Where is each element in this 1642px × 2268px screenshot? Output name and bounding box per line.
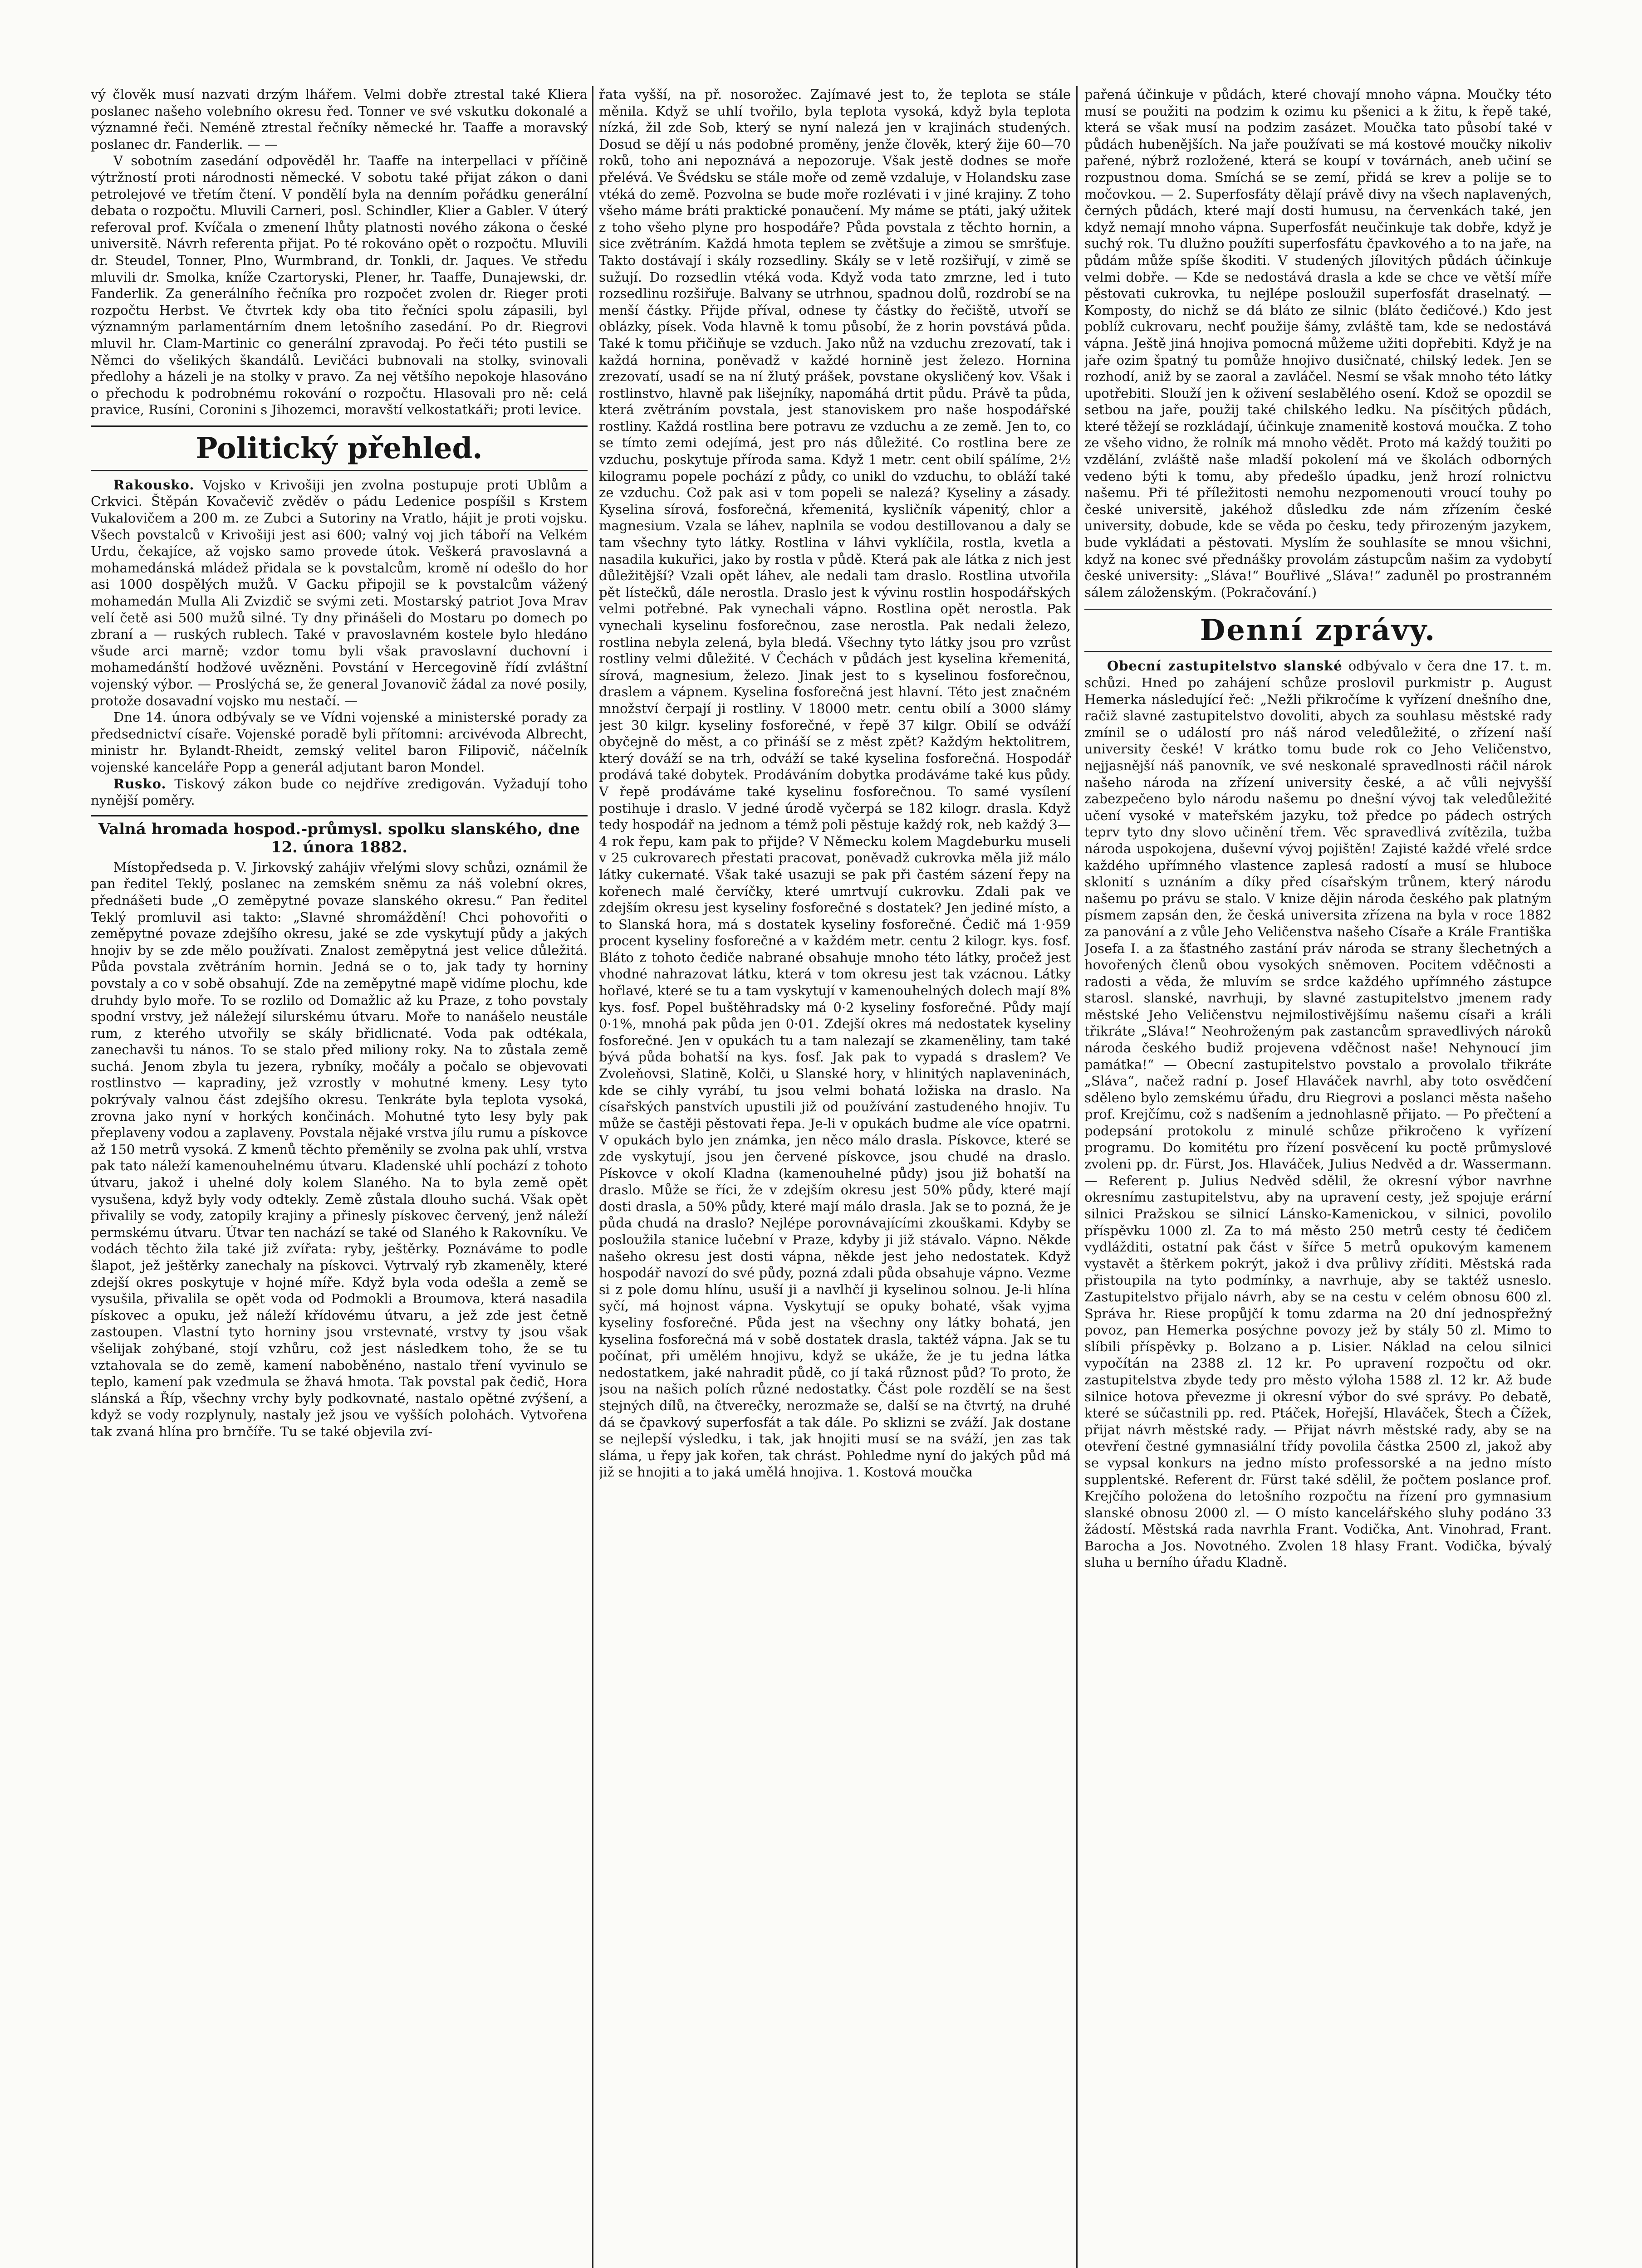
- column-1: [91, 86, 588, 2268]
- column-rule: [1076, 86, 1078, 2268]
- subheading-rakousko: Rakousko.: [113, 477, 195, 493]
- article-heading-valna-hromada: Valná hromada hospod.-průmysl. spolku slanského, dne 12. února 1882.: [91, 815, 588, 856]
- article-text: pařená účinkuje v půdách, které chovají mnoho vápna. Moučky této musí se použiti na podzim k ozimu ku pšenici a k žitu, k řepě také, která se však musí na podzim zasázet. Moučka tato působí také v půdách hubenějších. Na jaře používati se má kostové moučky nikoliv pařené, nýbrž rozložené, která se koupí v továrnách, aneb učiní se rozpustnou doma. Smíchá se se zemí, přidá se krev a polije se to močovkou. — 2. Superfosfáty dělají právě divy na všech naplavených, černých půdách, které mají dosti humusu, na červenkách také, jen když nemají mnoho vápna. Superfosfát neučinkuje tak dobře, když je suchý rok. Tu dlužno použíti superfosfátu čpavkového a to na jaře, na půdám může spíše škoditi. V studených jílovitých půdách účinkuje velmi dobře. — Kde se nedostává drasla a kde se chce ve větší míře pěstovati cukrovka, tu nejlépe posloužil superfosfát draselnatý. — Komposty, do nichž se dá bláto ze silnic (bláto čedičové.) Kdo jest poblíž cukrovaru, nechť použije šámy, zvláště tam, kde se nedostává vápna. Ještě jiná hnojiva pomocná můžeme užiti dopřebiti. Když je na jaře ozim špatný tu pomůže hnojivo dusičnaté, chilský ledek. Jen se rozhodí, aniž by se zaoral a zavláčel. Nesmí se však mnoho této látky upotřebiti. Slouží jen k oživení seslabělého osení. Kdož se opozdil se setbou na jaře, použij také chilského ledku. Na písčitých půdách, které těžejí se rozkládají, účinkuje znamenitě kostová moučka. Z toho ze všeho vidno, že rolník má mnoho vědět. Proto má každý toužiti po vzdělání, zvláště naše mladší pokolení má ve školách odborných vedeno býti k tomu, aby předešlo úpadku, jenž hrozí rolnictvu našemu. Při té příležitosti nemohu nezpomenouti vroucí touhy po české universitě, jakéhož důsledku zde nám zřízením české university, dobude, kde se věda po česku, tedy přirozeným jazykem, bude vykládati a pěstovati. Myslím že souhlasíte se mnou všichni, když na konec své přednášky provolám zástupcům našim za vydobytí české university: „Sláva!“ Bouřlivé „Sláva!“ zaduněl po prostranném sálem záloženským. (Pokračování.): [1084, 87, 1552, 600]
- article-text: Vojsko v Krivošiji jen zvolna postupuje proti Ublům a Crkvici. Štěpán Kovačevič zvěděv o pádu Ledenice pospíšil s Krstem Vukalovičem a 200 m. ze Zubci a Sutoriny na Vratlo, hájit je proti vojsku. Všech povstalců v Krivošiji jest asi 600; valný voj jich táboří na Velkém Urdu, čekajíce, až vojsko samo provede útok. Veškerá pravoslavná a mohamedánská mládež přidala se k povstalcům, kromě ní odešlo do hor asi 1000 dospělých mužů. V Gacku připojil se k povstalcům vážený mohamedán Mulla Ali Zvizdič se svými zeti. Mostarský patriot Jova Mrav velí četě asi 500 mužů silné. Ty dny přinášeli do Mostaru po domech po zbraní a — ruských rublech. Také v pravoslavném kostele bylo hledáno všude arci marně; vzdor tomu byli však pravoslavní duchovní i mohamedánští hodžové uvězněni. Povstání v Hercegovině řídí zvláštní vojenský výbor. — Proslýchá se, že general Jovanovič žádal za nové posily, protože dosavadní vojsko mu nestačí. —: [91, 477, 588, 709]
- column-rule: [592, 86, 593, 2268]
- newspaper-page: [91, 86, 1552, 2268]
- subheading-obecni-zastupitelstvo: Obecní zastupitelstvo slanské: [1107, 658, 1343, 674]
- article-text: vý člověk musí nazvati drzým lhářem. Velmi dobře ztrestal také Kliera poslanec našeho volebního okresu řed. Tonner ve své vskutku dokonalé a významné řeči. Neméně ztrestal řečníky německé hr. Taaffe a moravský poslanec dr. Fanderlik. — —: [91, 87, 588, 152]
- section-heading-politicky-prehled: Politický přehled.: [91, 425, 588, 471]
- article-text: Tiskový zákon bude co nejdříve zredigován. Vyžadují toho nynější poměry.: [91, 776, 588, 808]
- column-2: [599, 86, 1071, 2268]
- article-text: řata vyšší, na př. nosorožec. Zajímavé jest to, že teplota se stále měnila. Když se uhlí tvořilo, byla teplota vysoká, když byla teplota nízká, žil zde Sob, který se nyní nalezá jen v krajinách studených. Dosud se dějí u nás podobné proměny, jenže člověk, který žije 60—70 roků, toho ani nepoznává a nepozoruje. Však jestě dodnes se moře přelévá. Ve Švédsku se stále moře od země vzdaluje, v Holandsku zase vtéká do země. Pozvolna se bude moře rozlévati i v jiné krajiny. Z toho všeho máme bráti praktické ponaučení. My máme se ptáti, jaký užitek z toho všeho plyne pro hospodáře? Půda povstala z těchto hornin, a sice zvětráním. Každá hmota teplem se zvětšuje a zimou se smršťuje. Takto dostávají i skály rozsedliny. Skály se v letě rozšiřují, v zimě se sužují. Do rozsedlin vtéká voda. Když voda tato zmrzne, led i tuto rozsedlinu rozšiřuje. Balvany se utrhnou, spadnou dolů, rozdrobí se na menší částky. Přijde příval, odnese ty částky do řečiště, utvoří se oblázky, písek. Voda hlavně k tomu působí, že z horin povstává půda. Také k tomu přičiňuje se vzduch. Jako nůž na vzduchu zrezovatí, tak i každá hornina, poněvadž v každé hornině jest železo. Hornina zrezovatí, usadí se na ní žlutý prášek, povstane okysličený kov. Však i rostlinstvo, hlavně pak lišejníky, napomáhá drtit půdu. Právě ta půda, která zvětráním povstala, jest stanoviskem pro naše hospodářské rostliny. Každá rostlina bere potravu ze vzduchu a ze země. Jen to, co se tímto zemi odejímá, jest pro nás důležité. Co rostlina bere ze vzduchu, poskytuje příroda sama. Když 1 metr. cent obilí spálíme, 2½ kilogramu popele pochází z půdy, co unikl do vzduchu, to obláží také ze vzduchu. Což pak asi v tom popeli se nalezá? Kyseliny a zásady. Kyselina sírová, fosforečná, křemenitá, kysličník vápenitý, chlor a magnesium. Vzala se láhev, naplnila se vodou destillovanou a daly se tam všechny tyto látky. Rostlina v láhvi vyklíčila, rostla, kvetla a nasadila kukuřici, jako by rostla v půdě. Která pak ale látka z nich jest důležitější? Vzali opět láhev, ale nedali tam draslo. Rostlina utvořila pět lístečků, dále nerostla. Draslo jest k vývinu rostlin hospodářských velmi potřebné. Pak vynechali vápno. Rostlina opět nerostla. Pak vynechali kyselinu fosforečnou, zase nerostla. Pak nedali železo, rostlina nebyla zelená, byla bledá. Všechny tyto látky jsou pro vzrůst rostliny velmi důležité. V Čechách v půdách jest kyselina křemenitá, sírová, magnesium, železo. Jinak jest to s kyselinou fosforečnou, draslem a vápnem. Kyselina fosforečná jest hlavní. Této jest značném množství čerpají ji rostliny. V 18000 metr. centu obilí a 3000 slámy jest 30 kilgr. kyseliny fosforečné, v řepě 37 kilgr. Obilí se odváží obyčejně do měst, a co přináší se z měst zpět? Každým hektolitrem, který dováží se na trh, odváží se také kyselina fosforečná. Hospodář prodává také dobytek. Prodáváním dobytka prodáváme také kus půdy. V řepě prodáváme také kyselinu fosforečnou. To samé vysílení postihuje i draslo. V jedné úrodě vyčerpá se 182 kilogr. drasla. Když tedy hospodář na jednom a témž poli pěstuje každý rok, neb každý 3—4 rok řepu, kam pak to přijde? V Německu kolem Magdeburku museli v 25 cukrovarech přestati pracovat, poněvadž cukrovka měla již málo látky cukernaté. Však také usazuji se pak při častém sázení řepy na kořenech malé červíčky, které umrtvují cukrovku. Zdali pak ve zdejším okresu jest kyseliny fosforečné s dostatek? Jen jediné místo, a to Slanská hora, má s dostatek kyseliny fosforečné. Čedič má 1·959 procent kyseliny fosforečné a v každém metr. centu 2 kilogr. kys. fosf. Bláto z tohoto čediče nabrané obsahuje mnoho této látky, pročež jest vhodné nahrazovat látku, která v tom okresu jest tak vzácnou. Látky hořlavé, které se tu a tam vyskytují v kamenouhelných dolech mají 8% kys. fosf. Popel buštěhradsky má 0·2 kyseliny fosforečné. Půdy mají 0·1%, mnohá pak půda jen 0·01. Zdejší okres má nedostatek kyseliny fosforečné. Jen v opukách tu a tam nalezají se zkameněliny, tam také bývá půda bohatší na kys. fosf. Jak pak to vypadá s draslem? Ve Zvoleňovsi, Slatině, Kolči, u Slanské hory, v hlinitých naplaveninách, kde se cihly vyrábí, tu jsou velmi bohatá ložiska na draslo. Na císařských panstvích upustili již od používání zastudeného hnojiv. Tu může se častěji pěstovati řepa. Je-li v opukách budme ale více opatrni. V opukách bylo jen známka, jen něco málo drasla. Pískovce, které se zde vyskytují, jsou jen červené pískovce, jsou chudé na draslo. Pískovce v okolí Kladna (kamenouhelné půdy) jsou již bohatší na draslo. Může se říci, že v zdejším okresu jest 50% půdy, které mají dosti drasla, a 50% půdy, které mají málo drasla. Jak se to pozná, že je půda chudá na draslo? Nejlépe porovnávajícími zkouškami. Kdyby se posloužila stanice lučební v Praze, kdyby ji již stávalo. Vápno. Někde našeho okresu jest dosti vápna, někde jest jeho nedostatek. Když hospodář navozí do své půdy, pozná zdali půda obsahuje vápno. Vezme si z pole domu hlínu, usuší ji a navlhčí ji kyselinou solnou. Je-li hlína syčí, má hojnost vápna. Vyskytují se opuky bohaté, však vyjma kyseliny fosforečné. Půda jest na všechny ony látky bohatá, jen kyselina fosforečná má v sobě dostatek drasla, taktéž vápna. Jak se tu počínat, při umělém hnojivu, když se ukáže, že je tu jedna látka nedostatkem, jaké nahradit půdě, co jí taká různost půd? To proto, že jsou na našich polích různé nedostatky. Část pole rozdělí se na šest stejných dílů, na čtverečky, nerozmaže se, další se na čtvrtý, na druhé dá se čpavkový superfosfát a tak dále. Po sklizni se zváží. Jak dostane se nejlepší výsledku, i tak, jak hnojiti musí se na sváží, jen zas tak sláma, u řepy jak kořen, tak chrást. Pohledme nyní do jakých půd má již se hnojiti a to jaká umělá hnojiva. 1. Kostová moučka: [599, 87, 1071, 1480]
- column-3: [1084, 86, 1552, 2268]
- article-text: odbývalo v čera dne 17. t. m. schůzi. Hned po zahájení schůze proslovil purkmistr p. August Hemerka následující řeč: „Nežli přikročíme k vyřízení dnešního dne, račiž slavné zastupitelstvo dovoliti, abych za souhlasu městské rady zmínil se o událostí pro náš národ veledůležité, o zřízení naší university české! V krátko tomu bude rok co Jeho Veličenstvo, nejjasnější náš panovník, ve své neskonalé spravedlnosti ráčil nárok našeho národa na zřízení university české, a ač vůli nejvyšší zabezpečeno bylo národu našemu po dnešní vývoj tak veledůležité učení vysoké v mateřském jazyku, tož předce po pádech ostrých teprv tyto dny slovo učinění třem. Věc spravedlivá zvítězila, tužba národa uspokojena, duševní vývoj pojištěn! Zajisté každé vřelé srdce každého upřímného vlastence zaplesá radostí a musí se hluboce sklonití s uznáním a díky před císařským trůnem, který národu našemu po právu se stalo. V knize dějin národa českého pak platným písmem zapsán den, že česká universita zřízena na byla v roce 1882 za panování a z vůle Jeho Veličenstva našeho Císaře a Krále Františka Josefa I. a za šťastného zastání práv národa se strany šlechetných a hovořených členů obou vysokých sněmoven. Pocitem vděčnosti a radosti a věda, že mluvím se srdce každého upřímného zástupce starosl. slanské, navrhuji, by slavné zastupitelstvo jmenem rady městské Jeho Veličenstvu nejmilostivějšímu našemu císaři a králi třikráte „Sláva!“ Neohroženým pak zastancům spravedlivých nároků národa českého budiž projevena vděčnost naše! Nehynoucí jim památka!“ — Obecní zastupitelstvo povstalo a provolalo třikráte „Sláva“, načež radní p. Josef Hlaváček navrhl, aby toto osvědčení sděleno bylo zemskému úřadu, dru Riegrovi a poslanci města našeho prof. Krejčímu, což s nadšením a jednohlasně přijato. — Po přečtení a podepsání protokolu z minulé schůze přikročeno k vyřízení programu. Do komitétu pro řízení posvěcení ku poctě průmyslové zvoleni pp. dr. Fürst, Jos. Hlaváček, Julius Nedvěd a dr. Wassermann. — Referent p. Julius Nedvěd sdělil, že okresní výbor navrhne okresnímu zastupitelstvu, aby na upravení cesty, jež spojuje erární silnici Pražskou se silnicí Lánsko-Kamenickou, v silnici, povolilo příspěvku 1000 zl. Za to má město 250 metrů cesty té čedičem vydlážditi, ostatní pak část v šířce 5 metrů opukovým kamenem vystavět a štěrkem pokrýt, jakož i dva průlivy zříditi. Městská rada přistoupila na tyto podmínky, a navrhuje, aby se taktéž usneslo. Zastupitelstvo přijalo návrh, aby se na cestu v celém obnosu 600 zl. Správa hr. Riese propůjčí k tomu zdarma na 20 dní jednospřežný povoz, pan Hemerka posýchne povozy jež by stály 50 zl. Mimo to slíbili příspěvky p. Bolzano a p. Lisier. Náklad na celou silnici vypočítán na 2388 zl. 12 kr. Po upravení rozpočtu od okr. zastupitelstva zbyde tedy pro město výloha 1588 zl. 12 kr. Až bude silnice hotova převezme ji okresní výbor do své správy. Po debatě, které se súčastnili pp. red. Ptáček, Hořejší, Hlaváček, Štech a Čížek, přijat návrh městské rady. — Přijat návrh městské rady, aby se na otevření čestné gymnasiální třídy povolila částka 2500 zl, jakož aby se vypsal konkurs na jedno místo professorské a na jedno místo supplentské. Referent dr. Fürst také sdělil, že počtem poslance prof. Krejčího položena do letošního rozpočtu na řízení pro gymnasium slanské obnosu 2000 zl. — O místo kancelářského sluhy podáno 33 žádostí. Městská rada navrhla Frant. Vodička, Ant. Vinohrad, Frant. Barocha a Jos. Novotného. Zvolen 18 hlasy Frant. Vodička, bývalý sluha u berního úřadu Kladně.: [1084, 658, 1552, 1570]
- article-text: Dne 14. února odbývaly se ve Vídni vojenské a ministerské porady za předsednictví císaře. Vojenské poradě byli přítomni: arcivévoda Albrecht, ministr hr. Bylandt-Rheidt, zemský velitel baron Filipovič, náčelník vojenské kanceláře Popp a generál adjutant baron Mondel.: [91, 709, 588, 775]
- subheading-rusko: Rusko.: [113, 776, 167, 792]
- section-heading-denni-zpravy: Denní zprávy.: [1084, 608, 1552, 652]
- article-text: Místopředseda p. V. Jirkovský zahájiv vřelými slovy schůzi, oznámil že pan ředitel Teklý, poslanec na zemském sněmu za náš volební okres, přednášeti bude „O zeměpytné povaze slanského okresu.“ Pan ředitel Teklý promluvil asi takto: „Slavné shromáždění! Chci pohovořiti o zeměpytné povaze zdejšího okresu, jaké se zde vyskytují půdy a jakých hnojiv by se zde mělo používati. Znalost zeměpytná jest velice důležitá. Půda povstala zvětráním hornin. Jedná se o to, jak tady ty horniny povstaly a co v sobě obsahují. Zde na zeměpytné mapě vidíme plochu, kde druhdy bylo moře. To se rozlilo od Domažlic až ku Praze, z toho povstaly spodní vrstvy, jež náležejí silurskému útvaru. Moře to nanášelo neustále rum, z kterého utvořily se skály břidlicnaté. Voda pak odtékala, zanechavši tu nános. To se stalo před miliony roky. Na to zůstala země suchá. Jenom zbyla tu jezera, rybníky, močály a počalo se objevovati rostlinstvo — kapradiny, jež vzrostly v mohutné kmeny. Lesy tyto pokrývaly valnou část zdejšího okresu. Tenkráte byla teplota vysoká, zrovna jako nyní v horkých končinách. Mohutné tyto lesy byly pak přeplaveny vodou a zaplaveny. Povstala nějaké vrstva jílu rumu a pískovce až 150 metrů vysoká. Z kmenů těchto přeměnily se zvolna pak uhlí, vrstva pak tato náleží kamenouhelnému útvaru. Kladenské uhlí pochází z tohoto útvaru, jakož i uhelné doly kolem Slaného. Na to byla země opět vysušena, když byly vody odtekly. Země zůstala dlouho suchá. Však opět přivalily se vody, zatopily krajiny a přinesly pískovec červený, jenž náleží permskému útvaru. Útvar ten nachází se také od Slaného k Rakovníku. Ve vodách těchto žila také již zvířata: ryby, ještěrky. Poznáváme to podle šlapot, jež ještěrky zanechaly na pískovci. Vytrvalý ryb zkameněly, které zdejší okres poskytuje v hojné míře. Když byla voda odešla a země se vysušila, přivalila se opět voda od Podmokli a Broumova, která nasadila pískovec a opuku, jež náleží křídovému útvaru, a jež zde jest četně zastoupen. Vlastní tyto horniny jsou vrstevnaté, vrstvy ty jsou však všelijak zohýbané, stojí vzhůru, což jest následkem toho, že se tu vztahovala se do země, kamení naboběnéno, nastalo tření vyvinulo se teplo, kamení pak vzedmula se žhavá hmota. Tak povstal pak čedič, Hora slánská a Říp, všechny vrchy byly podkovnaté, nastalo opětné zvýšení, a když se vody rozplynuly, nastaly jež jsou ve vyšších polohách. Vytvořena tak zvaná hlína pro brnčíře. Tu se také objevila zví-: [91, 859, 588, 1439]
- article-text: V sobotním zasedání odpověděl hr. Taaffe na interpellaci v příčině výtržností proti národnosti německé. V sobotu také přijat zákon o dani petrolejové ve třetím čtení. V pondělí byla na denním pořádku generální debata o rozpočtu. Mluvili Carneri, posl. Schindler, Klier a Gabler. V úterý referoval prof. Kvíčala o zmenení lhůty platnosti nového zákona o české universitě. Návrh referenta přijat. Po té rokováno opět o rozpočtu. Mluvili dr. Steudel, Tonner, Plno, Wurmbrand, dr. Tonkli, dr. Jaques. Ve středu mluvili dr. Smolka, kníže Czartoryski, Plener, hr. Taaffe, Dunajewski, dr. Fanderlik. Za generálního řečníka pro rozpočet zvolen dr. Rieger proti rozpočtu Herbst. Ve čtvrtek kdy oba tito řečníci spolu zápasili, byl významným parlamentárním dnem letošního zasedání. Po dr. Riegrovi mluvil hr. Clam-Martinic co generální zpravodaj. Po řeči této pustili se Němci do všelikých škandálů. Levičáci bubnovali na stolky, svinovali předlohy a házeli je na stolky v pravo. Za nej většího nepokoje hlasováno o přechodu k podrobnému rokování o rozpočtu. Hlasovali pro ně: celá pravice, Rusíni, Coronini s Jihozemci, moravští velkostatkáři; proti levice.: [91, 153, 588, 418]
